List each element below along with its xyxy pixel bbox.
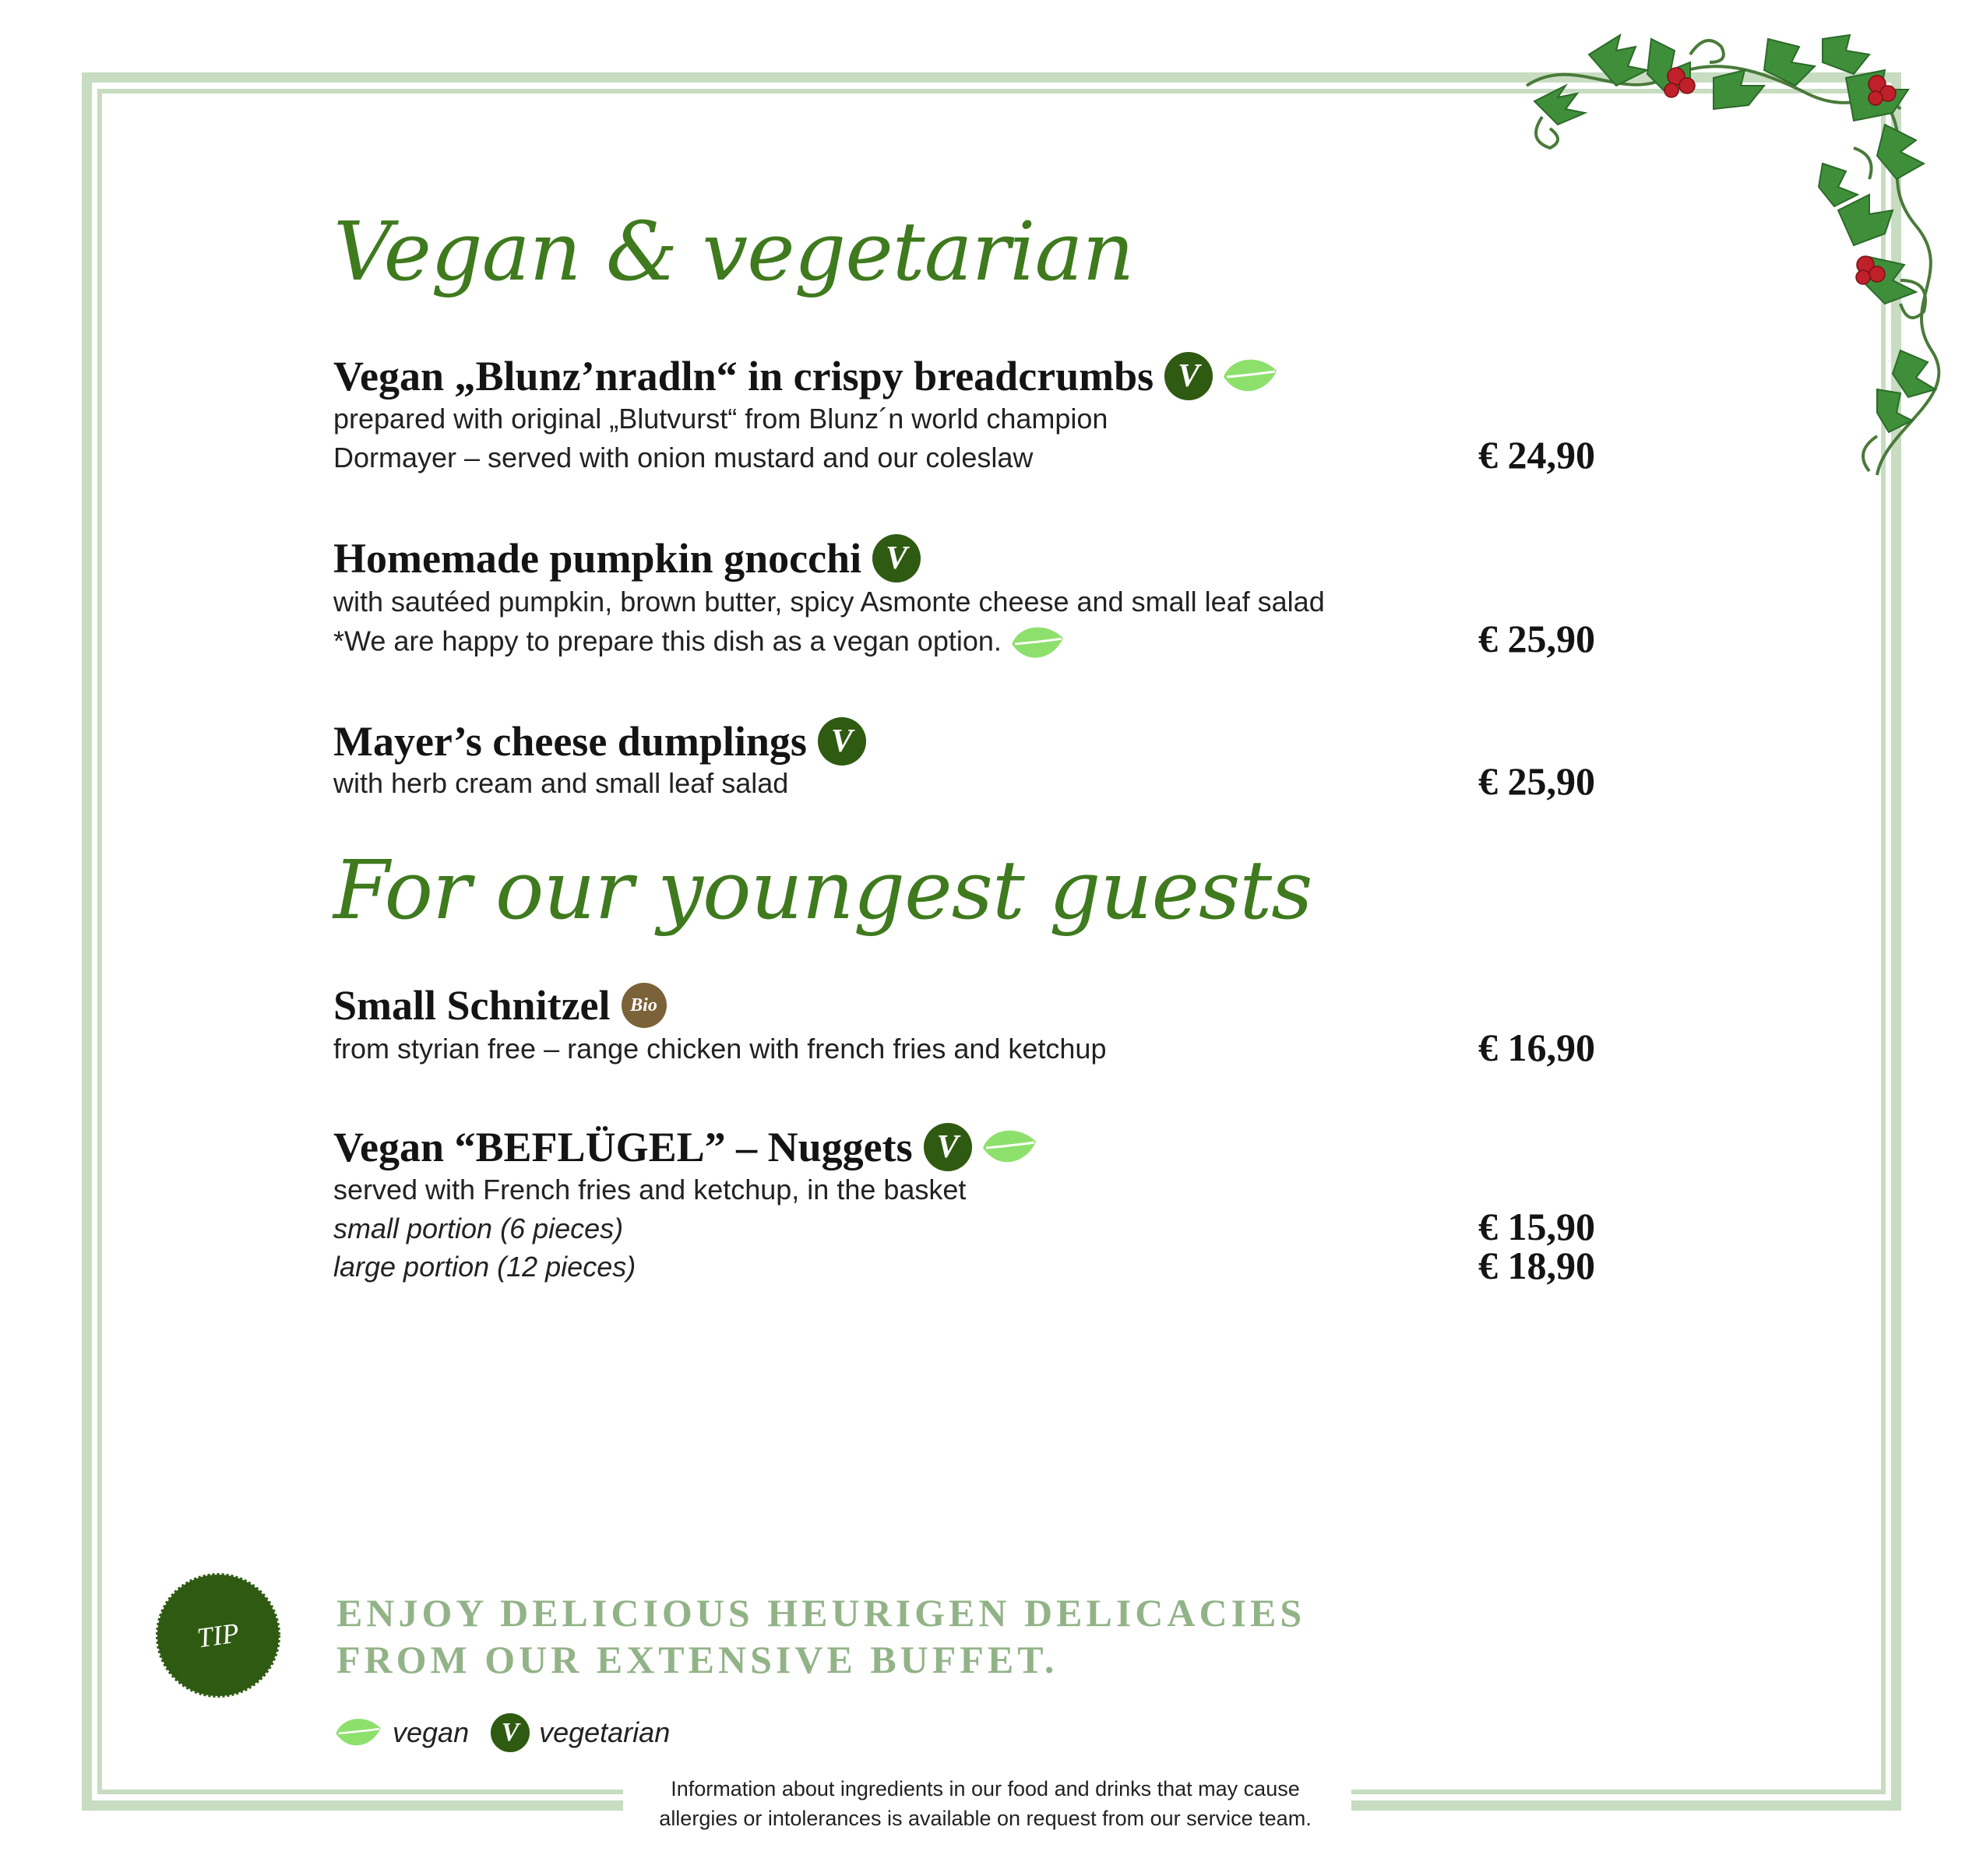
- menu-item-name: [333, 714, 866, 769]
- menu-item-description: Dormayer – served with onion mustard and our coleslaw: [333, 442, 1034, 473]
- tip-line-1: ENJOY DELICIOUS HEURIGEN DELICACIES: [336, 1591, 1306, 1635]
- vegetarian-v-icon: V: [491, 1713, 530, 1752]
- section-title-vegan-vegetarian: Vegan & vegetarian: [333, 204, 1134, 299]
- menu-item-price: € 25,90: [1478, 617, 1595, 660]
- menu-item-title: Vegan „Blunz’nradln“ in crispy breadcrumbs: [333, 353, 1154, 399]
- allergy-note-line-1: Information about ingredients in our food and drinks that may cause: [671, 1777, 1300, 1800]
- portion-label: small portion (6 pieces): [333, 1213, 624, 1244]
- vegetarian-v-icon: V: [872, 534, 921, 583]
- menu-item-description: from styrian free – range chicken with french fries and ketchup: [333, 1033, 1107, 1065]
- menu-item-description: [333, 621, 1067, 665]
- legend: [333, 1707, 692, 1758]
- tip-line-2: FROM OUR EXTENSIVE BUFFET.: [336, 1638, 1058, 1681]
- menu-item-title: Small Schnitzel: [333, 982, 611, 1029]
- menu-item-price: € 16,90: [1478, 1026, 1595, 1069]
- vegan-option-note: *We are happy to prepare this dish as a vegan option.: [333, 625, 1002, 657]
- menu-item-name: [333, 349, 1280, 403]
- menu-item-title: Vegan “BEFLÜGEL” – Nuggets: [333, 1124, 913, 1170]
- vegan-leaf-icon: [1220, 354, 1280, 399]
- vegan-leaf-icon: [1008, 621, 1067, 665]
- vegetarian-v-icon: V: [924, 1123, 972, 1171]
- vegan-leaf-icon: [333, 1713, 383, 1752]
- tip-label: TIP: [195, 1617, 241, 1654]
- portion-price: € 18,90: [1478, 1244, 1595, 1287]
- bio-icon: Bio: [622, 983, 667, 1028]
- holly-decoration: [1511, 23, 1947, 491]
- legend-vegetarian-label: vegetarian: [539, 1716, 671, 1748]
- menu-item-name: [333, 1120, 1039, 1174]
- vegetarian-v-icon: V: [1164, 352, 1213, 400]
- menu-item-price: € 25,90: [1478, 759, 1595, 803]
- section-title-youngest-guests: For our youngest guests: [333, 843, 1312, 938]
- menu-item-title: Mayer’s cheese dumplings: [333, 718, 807, 765]
- menu-item-description: prepared with original „Blutvurst“ from Blunz´n world champion: [333, 403, 1108, 435]
- legend-vegan-label: vegan: [393, 1716, 470, 1748]
- vegan-leaf-icon: [980, 1125, 1039, 1170]
- menu-item-description: with sautéed pumpkin, brown butter, spicy Asmonte cheese and small leaf salad: [333, 586, 1325, 618]
- menu-item-name: [333, 531, 921, 586]
- menu-item-description: served with French fries and ketchup, in the basket: [333, 1174, 967, 1205]
- menu-item-name: [333, 978, 667, 1033]
- allergy-note-line-2: allergies or intolerances is available on request from our service team.: [659, 1807, 1312, 1830]
- menu-item-title: Homemade pumpkin gnocchi: [333, 535, 862, 582]
- portion-price: € 15,90: [1478, 1205, 1595, 1248]
- vegetarian-v-icon: V: [818, 717, 866, 766]
- menu-item-price: € 24,90: [1478, 433, 1595, 477]
- menu-item-description: with herb cream and small leaf salad: [333, 767, 789, 799]
- portion-label: large portion (12 pieces): [333, 1251, 636, 1283]
